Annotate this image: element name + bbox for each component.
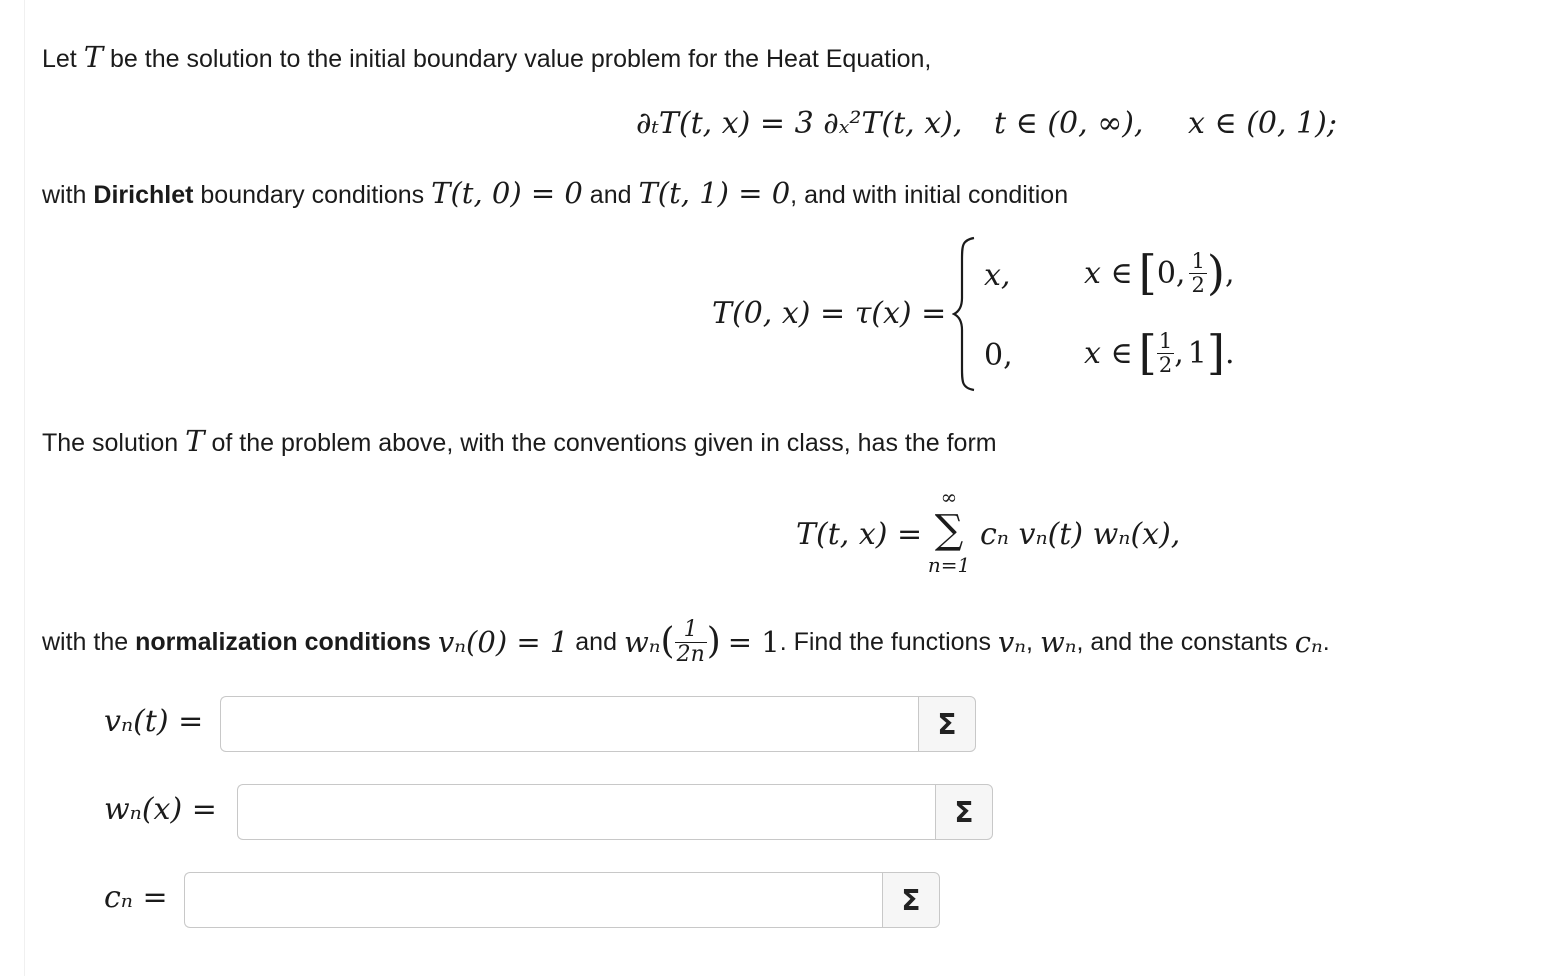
boundary-and: and xyxy=(589,181,632,209)
series-lhs xyxy=(796,517,922,552)
series-rhs xyxy=(980,517,1180,552)
equation-lhs: ∂ₜT(t, x) = 3 ∂ₓ²T(t, x), xyxy=(636,106,963,141)
x-domain xyxy=(1188,106,1337,141)
intro-after: be the solution to the initial boundary value problem for the Heat Equation, xyxy=(110,45,932,73)
wn-label: wₙ(x) = xyxy=(104,792,217,827)
case2-value xyxy=(984,338,1013,373)
norm-vn: vₙ xyxy=(997,625,1027,659)
norm-bold: normalization conditions xyxy=(135,628,431,656)
norm-fraction xyxy=(675,618,707,665)
boundary-cond1: T(t, 0) = 0 xyxy=(431,176,583,210)
period2: . xyxy=(1225,335,1235,371)
norm-find: . Find the functions xyxy=(779,628,991,656)
boundary-end: , and with initial condition xyxy=(790,181,1069,209)
norm-frac-num: 1 xyxy=(675,618,707,642)
vn-input[interactable] xyxy=(220,696,920,752)
cn-sigma-button[interactable]: Σ xyxy=(882,872,940,928)
half-fraction xyxy=(1189,250,1206,295)
series-lhs-text: T(t, x) = xyxy=(796,517,923,552)
case2-value-text: 0, xyxy=(984,338,1013,373)
intro-text xyxy=(42,40,931,76)
dirichlet-bold: Dirichlet xyxy=(93,181,194,209)
norm-paren-close: ) xyxy=(706,621,721,662)
case2-condition xyxy=(1084,324,1235,382)
solution-var: T xyxy=(185,424,205,458)
intro-before: Let xyxy=(42,45,77,73)
cn-label: cₙ = xyxy=(104,880,168,915)
series-rhs-text: cₙ vₙ(t) wₙ(x), xyxy=(980,517,1181,552)
half-fraction-2 xyxy=(1157,330,1174,375)
boundary-cond2: T(t, 1) = 0 xyxy=(638,176,791,210)
half-num-2: 1 xyxy=(1158,329,1173,354)
initial-lhs-text: T(0, x) = τ(x) = xyxy=(712,296,947,331)
case1-value-text: x, xyxy=(984,258,1011,293)
comma1: , xyxy=(1224,255,1235,291)
norm-with: with the xyxy=(42,628,129,656)
heat-equation xyxy=(636,106,962,141)
cn-input[interactable] xyxy=(184,872,884,928)
norm-wn: wₙ xyxy=(1039,625,1077,659)
sum-sigma-icon: ∑ xyxy=(934,507,964,553)
boundary-text xyxy=(42,176,1068,212)
norm-consts: , and the constants xyxy=(1076,628,1288,656)
case1-value xyxy=(984,258,1010,293)
solution-after: of the problem above, with the conventions given in class, has the form xyxy=(211,429,997,457)
interval2-one: 1 xyxy=(1187,335,1207,371)
half-den: 2 xyxy=(1191,272,1205,297)
comma2: , xyxy=(1174,335,1184,371)
case2-cond-text: x ∈ xyxy=(1084,335,1133,371)
paren-close: ) xyxy=(1206,245,1225,300)
initial-lhs xyxy=(712,296,946,331)
case1-cond-text: x ∈ xyxy=(1084,255,1133,291)
vn-sigma-button[interactable]: Σ xyxy=(918,696,976,752)
t-domain-text: t ∈ (0, ∞), xyxy=(994,106,1144,141)
norm-and: and xyxy=(575,628,617,656)
wn-sigma-button[interactable]: Σ xyxy=(935,784,993,840)
norm-w-fn: wₙ xyxy=(623,625,661,659)
half-num: 1 xyxy=(1191,249,1205,274)
sum-lower: n=1 xyxy=(927,553,971,577)
norm-paren-open: ( xyxy=(660,621,675,662)
sum-upper: ∞ xyxy=(940,485,958,509)
wn-input[interactable] xyxy=(237,784,937,840)
t-domain xyxy=(994,106,1143,141)
bracket-close-2: ] xyxy=(1206,325,1225,380)
norm-cond2-rhs: = 1 xyxy=(727,625,780,659)
vn-label: vₙ(t) = xyxy=(104,704,204,739)
intro-var: T xyxy=(83,40,104,74)
half-den-2: 2 xyxy=(1158,352,1173,377)
normalization-text: with the normalization conditions vₙ(0) = 1 and wₙ ( $\frac{1}{2n}$ ) = 1 . Find the functions vₙ , wₙ , and the constants cₙ . xyxy=(42,617,1330,667)
norm-cond1: vₙ(0) = 1 xyxy=(437,625,569,659)
boundary-mid: boundary conditions xyxy=(200,181,425,209)
boundary-with: with xyxy=(42,181,87,209)
case1-condition xyxy=(1084,244,1235,302)
piecewise-brace xyxy=(952,236,978,392)
norm-period: . xyxy=(1322,628,1330,656)
x-domain-text: x ∈ (0, 1); xyxy=(1188,106,1337,141)
norm-frac-den: 2n xyxy=(676,641,705,667)
solution-before: The solution xyxy=(42,429,179,457)
solution-text xyxy=(42,424,997,460)
bracket-open: [ xyxy=(1138,245,1157,300)
bracket-open-2: [ xyxy=(1138,325,1157,380)
sum-symbol-group xyxy=(922,486,976,578)
norm-cn: cₙ xyxy=(1294,625,1323,659)
interval1-zero: 0, xyxy=(1156,255,1186,291)
